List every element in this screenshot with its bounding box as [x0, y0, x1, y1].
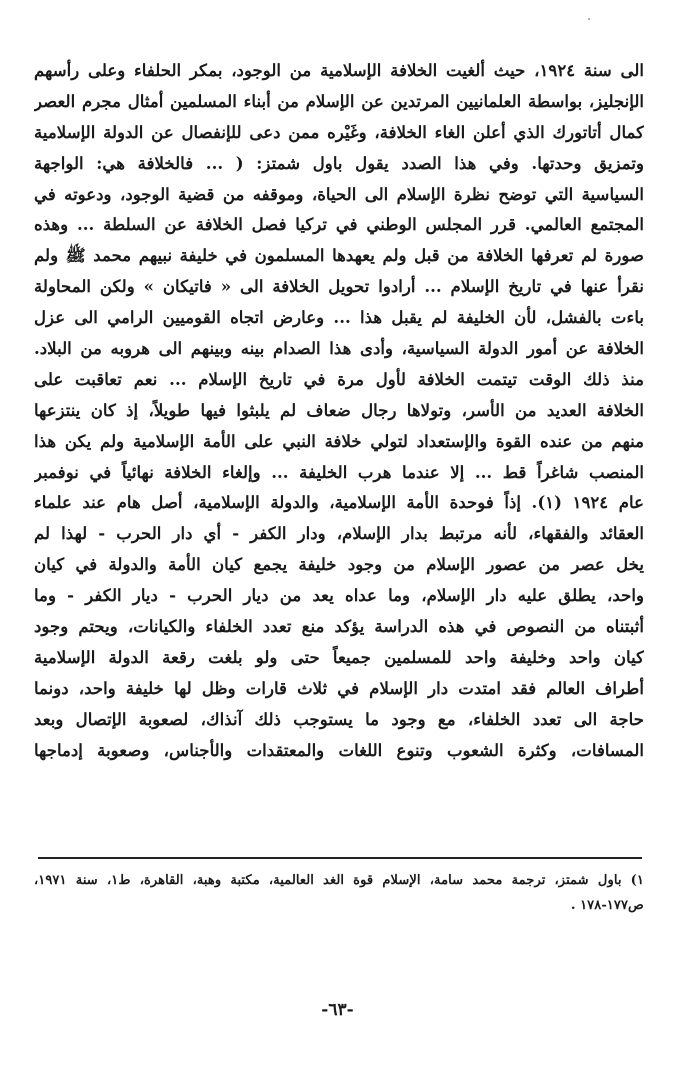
body-line: منهم من عنده القوة والإستعداد لتولي خلافة النبي على الأمة الإسلامية ولم يكن هذا [34, 430, 644, 451]
body-line: الخلافة عن أمور الدولة السياسية، وأدى هذا الصدام بينه وبينهم الى هروبه من البلاد. [34, 338, 644, 359]
body-line: أثبتناه من النصوص في هذه الدراسة يؤكد منع تعدد الخلفاء والكيانات، ويحتم وجود [34, 616, 644, 637]
body-text [34, 55, 644, 765]
body-line: المسافات، وكثرة الشعوب وتنوع اللغات والمعتقدات والأجناس، وصعوبة إدماجها [34, 739, 644, 760]
scan-speck [588, 18, 590, 20]
body-line: نقرأ عنها في تاريخ الإسلام ... أرادوا تحويل الخلافة الى « فاتيكان » ولكن المحاولة [34, 276, 644, 297]
body-line: وتمزيق وحدتها. وفي هذا الصدد يقول باول شمتز: ( ... فالخلافة هي: الواجهة [34, 152, 644, 173]
body-line: واحد، يطلق عليه دار الإسلام، وما عداه يعد من ديار الحرب - ديار الكفر - وما [34, 585, 644, 606]
body-line: كمال أتاتورك الذي أعلن الغاء الخلافة، وغَيْره ممن دعى للإنفصال عن الدولة الإسلامية [34, 121, 644, 142]
body-line: الخلافة العديد من الأسر، وتولاها رجال ضعاف لم يلبثوا فيها طويلاً، إذ كان ينتزعها [34, 399, 644, 420]
body-line: يخل عصر من عصور الإسلام من وجود خليفة يجمع كيان الأمة والدولة في كيان [34, 554, 644, 575]
body-line: الى سنة ١٩٢٤، حيث ألغيت الخلافة الإسلامية من الوجود، بمكر الحلفاء وعلى رأسهم [34, 60, 644, 80]
body-line: باءت بالفشل، لأن الخليفة لم يقبل هذا ... وعارض اتجاه القوميين الرامي الى عزل [34, 307, 644, 328]
page-number: -٦٣- [321, 1000, 354, 1020]
body-line: عام ١٩٢٤ (١). إذاً فوحدة الأمة الإسلامية، والدولة الإسلامية، أصل هام عند علماء [34, 492, 644, 513]
body-line: أطراف العالم فقد امتدت دار الإسلام في ثلاث قارات وظل لها خليفة واحد، دونما [34, 677, 644, 698]
body-line: صورة لم تعرفها الخلافة من قبل ولم يعهدها المسلمون في خليفة نبيهم محمد ﷺ ولم [34, 245, 644, 266]
footnote-line: ص١٧٧-١٧٨ . [570, 898, 644, 913]
body-line: السياسية التي توضح نظرة الإسلام الى الحياة، وموقفه من قضية الوجود، ودعوته في [34, 183, 644, 204]
body-line: منذ ذلك الوقت تيتمت الخلافة لأول مرة في تاريخ الإسلام ... نعم تعاقبت على [34, 368, 644, 389]
footnote-divider [38, 857, 642, 859]
body-line: المجتمع العالمي. قرر المجلس الوطني في تركيا فصل الخلافة عن السلطة ... وهذه [34, 214, 644, 235]
footnote [34, 868, 644, 918]
body-line: حاجة الى تعدد الخلفاء، مع وجود ما يستوجب ذلك آنذاك، لصعوبة الإتصال وبعد [34, 708, 644, 729]
body-line: المنصب شاغراً قط ... إلا عندما هرب الخليفة ... وإلغاء الخلافة نهائياً في نوفمبر [34, 461, 644, 482]
body-line: الإنجليز، بواسطة العلمانيين المرتدين عن الإسلام من أبناء المسلمين أمثال مجرم العصر [34, 90, 644, 111]
body-line: العقائد والفقهاء، لأنه مرتبط بدار الإسلام، ودار الكفر - أي دار الحرب - لهذا لم [34, 523, 644, 544]
body-line: كيان واحد وخليفة واحد للمسلمين جميعاً حتى ولو بلغت رقعة الدولة الإسلامية [34, 646, 644, 667]
footnote-line: ١) باول شمتز، ترجمة محمد سامة، الإسلام قوة الغد العالمية، مكتبة وهبة، القاهرة، ط١، سنة ١٩٧١، [34, 873, 644, 888]
